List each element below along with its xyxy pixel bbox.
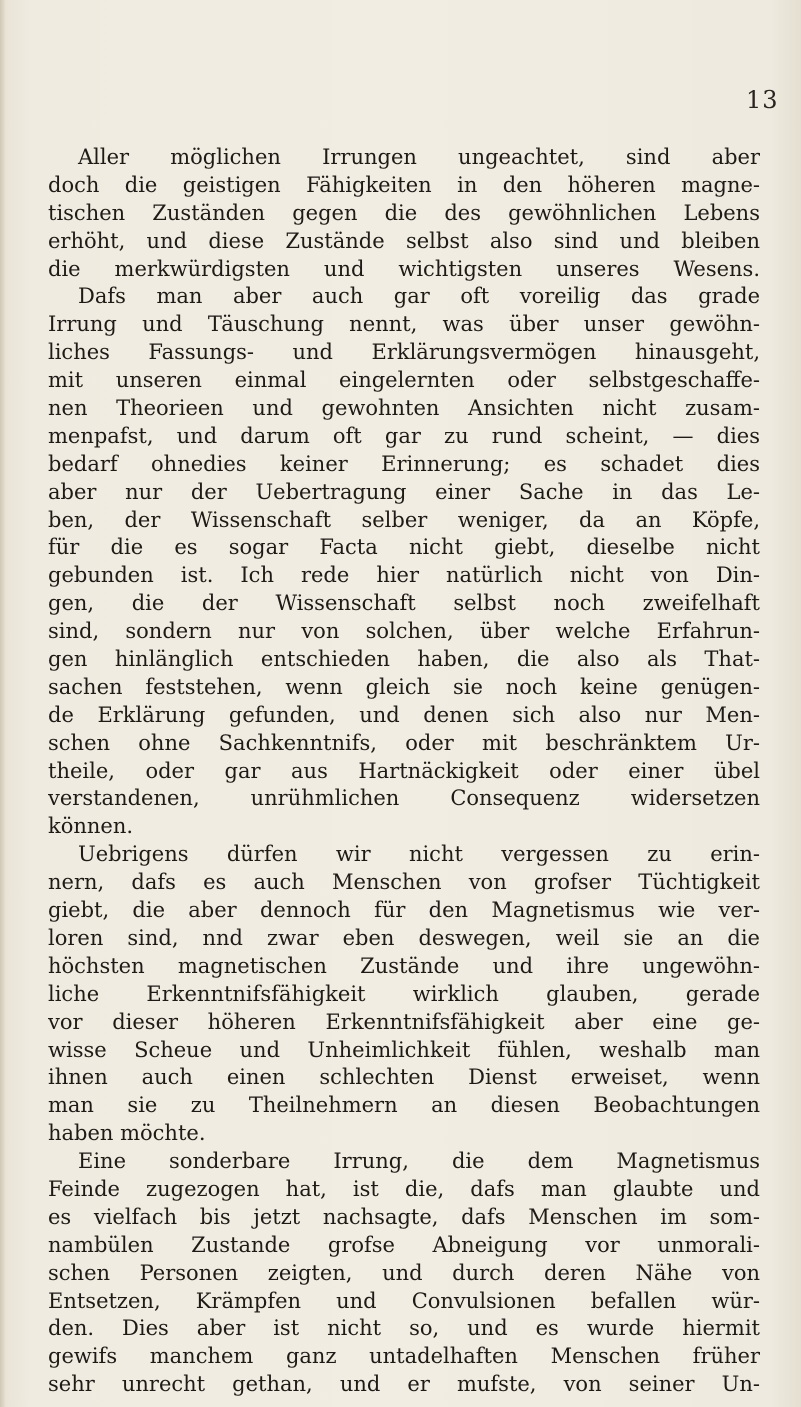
text-line: bedarf ohnedies keiner Erinnerung; es schadet dies xyxy=(48,451,760,476)
text-line: gen hinlänglich entschieden haben, die also als That- xyxy=(48,647,760,672)
text-line: liches Fassungs- und Erklärungsvermögen hinausgeht, xyxy=(48,340,760,365)
text-line: sachen feststehen, wenn gleich sie noch keine genügen- xyxy=(48,674,760,699)
text-line: wisse Scheue und Unheimlichkeit fühlen, weshalb man xyxy=(48,1037,760,1062)
text-line: Entsetzen, Krämpfen und Convulsionen befallen wür- xyxy=(48,1288,760,1313)
text-line: liche Erkenntnifsfähigkeit wirklich glauben, gerade xyxy=(48,981,760,1006)
text-line: giebt, die aber dennoch für den Magnetismus wie ver- xyxy=(48,898,760,923)
text-line: ben, der Wissenschaft selber weniger, da an Köpfe, xyxy=(48,507,760,532)
text-line: gewifs manchem ganz untadelhaften Menschen früher xyxy=(48,1344,760,1369)
text-line: können. xyxy=(48,814,134,839)
page-number: 13 xyxy=(746,86,779,114)
page-edge-shadow xyxy=(0,0,6,1407)
text-line: loren sind, nnd zwar eben deswegen, weil sie an die xyxy=(48,925,760,950)
text-line: gebunden ist. Ich rede hier natürlich nicht von Din- xyxy=(48,563,760,588)
text-line: doch die geistigen Fähigkeiten in den höheren magne- xyxy=(48,172,760,197)
text-line: nern, dafs es auch Menschen von grofser Tüchtigkeit xyxy=(48,870,760,895)
text-line: theile, oder gar aus Hartnäckigkeit oder einer übel xyxy=(48,758,760,783)
text-line: Irrung und Täuschung nennt, was über unser gewöhn- xyxy=(48,312,760,337)
text-line: nambülen Zustande grofse Abneigung vor unmorali- xyxy=(48,1232,760,1257)
text-line: sehr unrecht gethan, und er mufste, von seiner Un- xyxy=(48,1372,760,1397)
text-line: Eine sonderbare Irrung, die dem Magnetismus xyxy=(78,1149,760,1174)
text-line: höchsten magnetischen Zustände und ihre ungewöhn- xyxy=(48,953,760,978)
text-line: nen Theorieen und gewohnten Ansichten nicht zusam- xyxy=(48,396,760,421)
text-line: haben möchte. xyxy=(48,1121,206,1146)
text-line: man sie zu Theilnehmern an diesen Beobachtungen xyxy=(48,1093,760,1118)
text-line: die merkwürdigsten und wichtigsten unseres Wesens. xyxy=(48,256,760,281)
text-line: den. Dies aber ist nicht so, und es wurde hiermit xyxy=(48,1316,760,1341)
text-line: Dafs man aber auch gar oft voreilig das grade xyxy=(78,284,760,309)
text-line: vor dieser höheren Erkenntnifsfähigkeit aber eine ge- xyxy=(48,1009,760,1034)
text-line: de Erklärung gefunden, und denen sich also nur Men- xyxy=(48,702,760,727)
text-line: schen ohne Sachkenntnifs, oder mit beschränktem Ur- xyxy=(48,730,760,755)
text-line: tischen Zuständen gegen die des gewöhnlichen Lebens xyxy=(48,200,760,225)
text-line: Aller möglichen Irrungen ungeachtet, sind aber xyxy=(78,145,760,169)
text-line: mit unseren einmal eingelernten oder selbstgeschaffe- xyxy=(48,368,760,393)
body-text xyxy=(48,144,760,1399)
text-line: Feinde zugezogen hat, ist die, dafs man glaubte und xyxy=(48,1176,760,1201)
text-line: verstandenen, unrühmlichen Consequenz widersetzen xyxy=(48,786,760,811)
text-line: sind, sondern nur von solchen, über welche Erfahrun- xyxy=(48,619,760,644)
text-line: Uebrigens dürfen wir nicht vergessen zu erin- xyxy=(78,842,760,867)
text-line: erhöht, und diese Zustände selbst also sind und bleiben xyxy=(48,228,760,253)
text-line: ihnen auch einen schlechten Dienst erweiset, wenn xyxy=(48,1065,760,1090)
text-line: schen Personen zeigten, und durch deren Nähe von xyxy=(48,1260,760,1285)
text-line: für die es sogar Facta nicht giebt, dieselbe nicht xyxy=(48,535,760,560)
text-line: gen, die der Wissenschaft selbst noch zweifelhaft xyxy=(48,591,760,616)
text-line: aber nur der Uebertragung einer Sache in das Le- xyxy=(48,479,760,504)
text-line: es vielfach bis jetzt nachsagte, dafs Menschen im som- xyxy=(48,1204,760,1229)
text-line: menpafst, und darum oft gar zu rund scheint, — dies xyxy=(48,423,760,448)
